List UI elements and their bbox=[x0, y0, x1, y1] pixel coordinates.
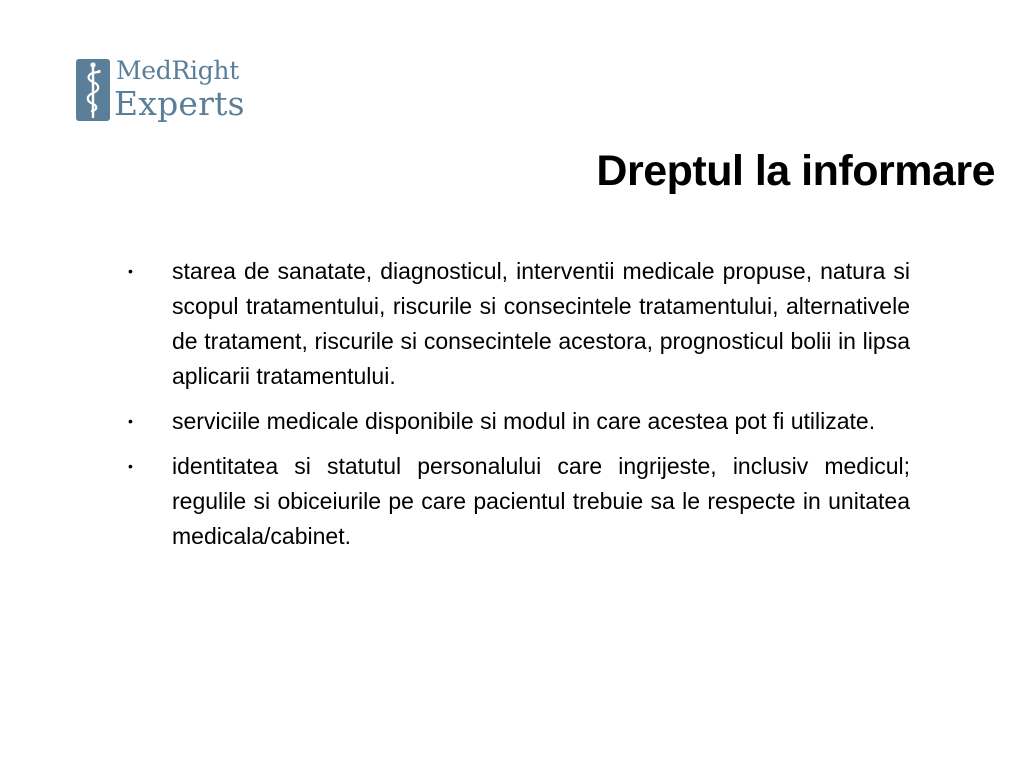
bullet-item bbox=[128, 449, 910, 554]
caduceus-icon bbox=[76, 59, 110, 121]
bullet-marker: • bbox=[128, 263, 133, 279]
bullet-list bbox=[128, 254, 910, 564]
logo-text-experts: Experts bbox=[114, 84, 245, 123]
bullet-text: identitatea si statutul personalului care ingrijeste, inclusiv medicul; regulile si obiceiurile pe care pacientul trebuie sa le respecte in unitatea medicala/cabinet. bbox=[172, 453, 910, 549]
bullet-item bbox=[128, 404, 910, 439]
medright-experts-logo bbox=[76, 56, 276, 132]
bullet-item bbox=[128, 254, 910, 394]
bullet-marker: • bbox=[128, 413, 133, 429]
bullet-text: starea de sanatate, diagnosticul, interventii medicale propuse, natura si scopul tratamentului, riscurile si consecintele tratamentului, alternativele de tratament, riscurile si consecintele acestora, prognosticul bolii in lipsa aplicarii tratamentului. bbox=[172, 258, 910, 389]
bullet-text: serviciile medicale disponibile si modul in care acestea pot fi utilizate. bbox=[172, 408, 876, 434]
bullet-marker: • bbox=[128, 458, 133, 474]
logo-text-medright: MedRight bbox=[116, 56, 239, 85]
slide-title: Dreptul la informare bbox=[596, 147, 995, 195]
